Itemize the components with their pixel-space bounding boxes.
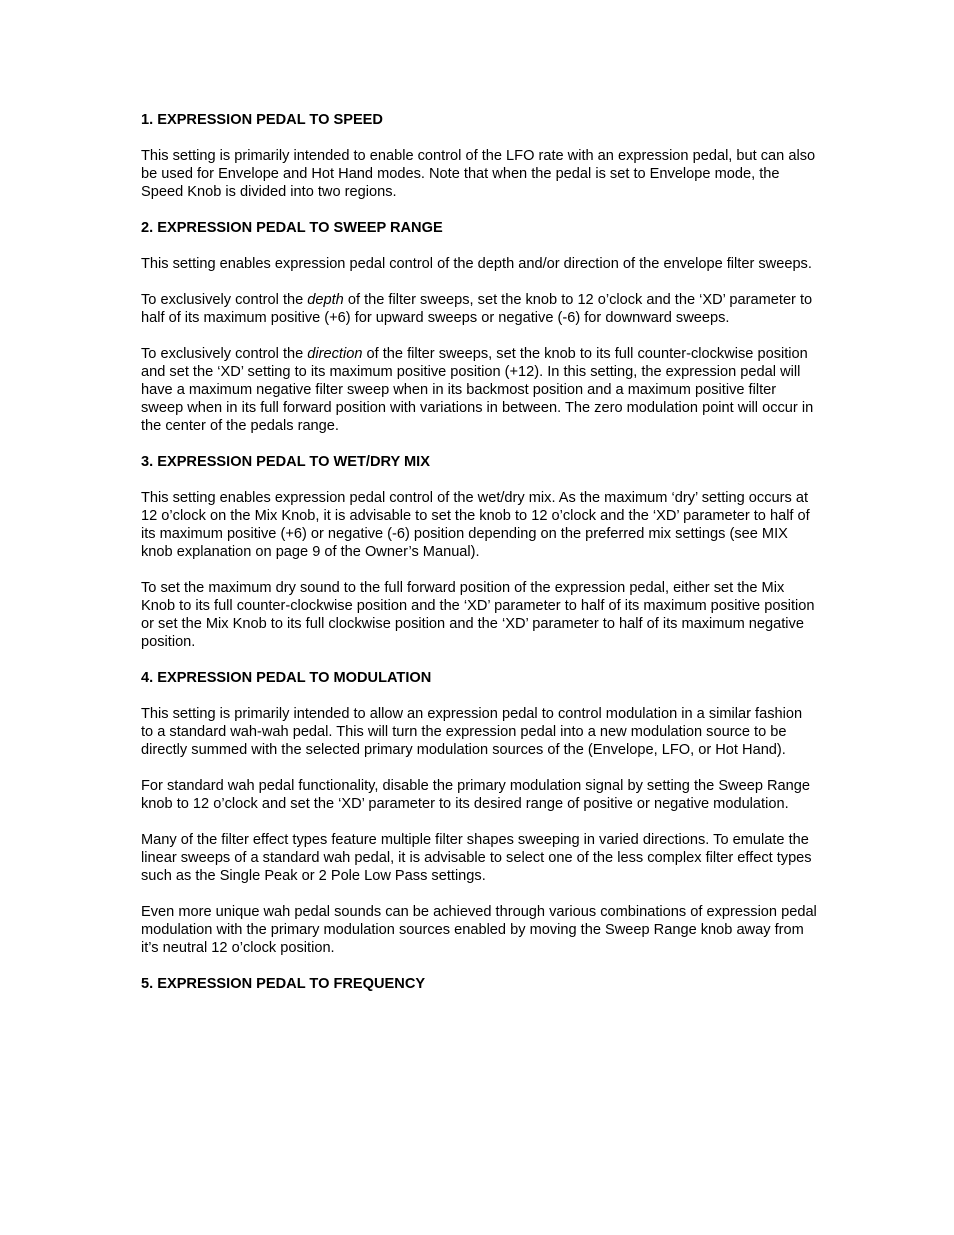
text-run: To exclusively control the xyxy=(141,292,308,308)
text-run: of the filter sweeps, set the knob to 12 o’clock and the ‘XD’ parameter to half of its maximum positive (+6) for upward sweeps or negative (-6) for downward sweeps. xyxy=(141,292,813,326)
document-page xyxy=(141,111,817,1011)
paragraph: Many of the filter effect types feature multiple filter shapes sweeping in varied directions. To emulate the linear sweeps of a standard wah pedal, it is advisable to select one of the less complex filter effect types such as the Single Peak or 2 Pole Low Pass settings. xyxy=(141,832,812,884)
paragraph: Even more unique wah pedal sounds can be achieved through various combinations of expression pedal modulation with the primary modulation sources enabled by moving the Sweep Range knob away from it’s neutral 12 o’clock position. xyxy=(141,904,817,956)
paragraph: This setting enables expression pedal control of the depth and/or direction of the envelope filter sweeps. xyxy=(141,256,812,272)
section-heading-sweep-range: 2. EXPRESSION PEDAL TO SWEEP RANGE xyxy=(141,220,443,236)
paragraph-depth xyxy=(141,291,817,327)
text-run: To exclusively control the xyxy=(141,346,308,362)
paragraph: This setting is primarily intended to allow an expression pedal to control modulation in a similar fashion to a standard wah-wah pedal. This will turn the expression pedal into a new modulation source to be directly summed with the selected primary modulation sources of the (Envelope, LFO, or Hot Hand). xyxy=(141,706,803,758)
section-heading-frequency: 5. EXPRESSION PEDAL TO FREQUENCY xyxy=(141,976,426,992)
text-run: of the filter sweeps, set the knob to its full counter-clockwise position and set the ‘XD’ setting to its maximum positive position (+12). In this setting, the expression pedal will have a maximum negative filter sweep when in its backmost position and a maximum positive filter sweep when in its full forward position with variations in between. The zero modulation point will occur in the center of the pedals range. xyxy=(141,346,814,434)
section-heading-wet-dry-mix: 3. EXPRESSION PEDAL TO WET/DRY MIX xyxy=(141,454,430,470)
section-heading-speed: 1. EXPRESSION PEDAL TO SPEED xyxy=(141,112,383,128)
paragraph: To set the maximum dry sound to the full forward position of the expression pedal, either set the Mix Knob to its full counter-clockwise position and the ‘XD’ parameter to half of its maximum positive position or set the Mix Knob to its full clockwise position and the ‘XD’ parameter to half of its maximum negative position. xyxy=(141,580,815,650)
emphasis-direction: direction xyxy=(307,346,363,362)
section-heading-modulation: 4. EXPRESSION PEDAL TO MODULATION xyxy=(141,670,432,686)
paragraph: For standard wah pedal functionality, disable the primary modulation signal by setting the Sweep Range knob to 12 o’clock and set the ‘XD’ parameter to its desired range of positive or negative modulation. xyxy=(141,778,810,812)
paragraph-direction xyxy=(141,345,817,435)
paragraph: This setting is primarily intended to enable control of the LFO rate with an expression pedal, but can also be used for Envelope and Hot Hand modes. Note that when the pedal is set to Envelope mode, the Speed Knob is divided into two regions. xyxy=(141,148,816,200)
paragraph: This setting enables expression pedal control of the wet/dry mix. As the maximum ‘dry’ setting occurs at 12 o’clock on the Mix Knob, it is advisable to set the knob to 12 o’clock and the ‘XD’ parameter to half of its maximum positive (+6) or negative (-6) position depending on the preferred mix settings (see MIX knob explanation on page 9 of the Owner’s Manual). xyxy=(141,490,810,560)
emphasis-depth: depth xyxy=(307,292,344,308)
